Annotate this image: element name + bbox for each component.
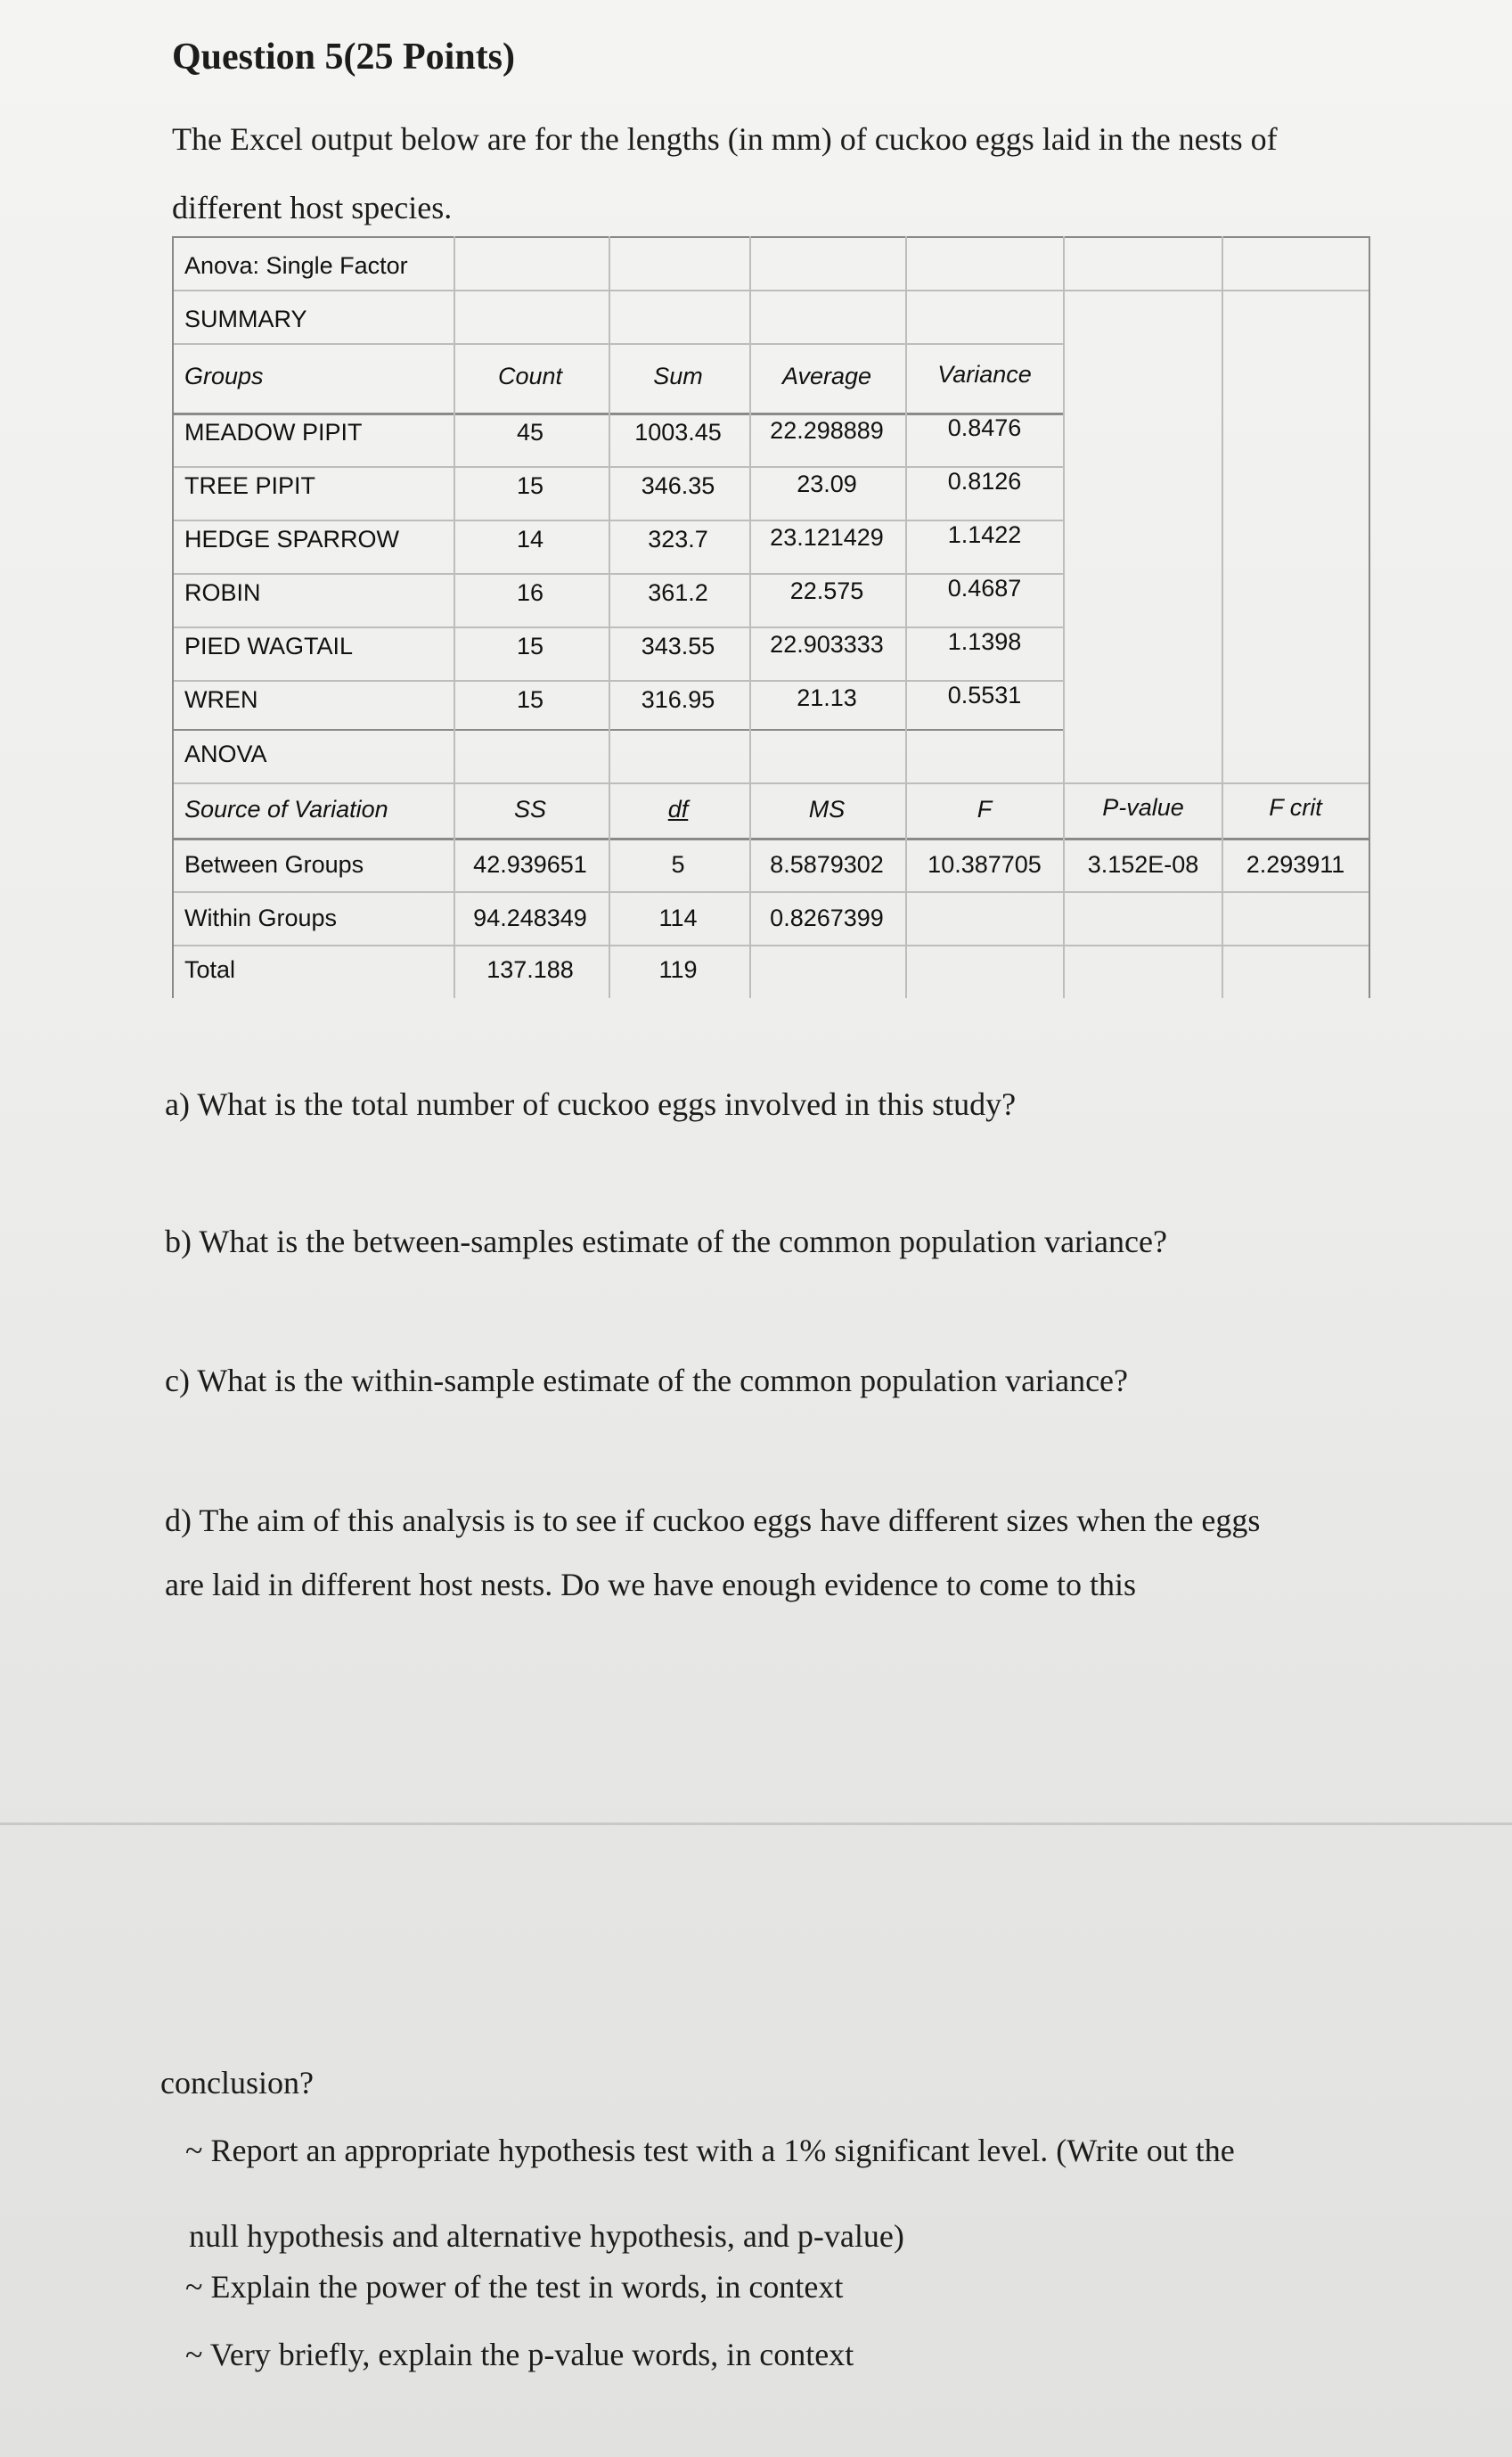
anova-header-source: Source of Variation [184,796,388,823]
question-b: b) What is the between-samples estimate of the common population variance? [165,1224,1167,1259]
bullet-hypothesis-test-cont: null hypothesis and alternative hypothesis, and p-value) [189,2218,904,2254]
group-name: MEADOW PIPIT [184,419,363,446]
anova-df: 114 [658,905,698,931]
group-count: 15 [516,633,544,659]
anova-source: Within Groups [184,905,338,931]
group-name: PIED WAGTAIL [184,633,354,659]
anova-source: Between Groups [184,851,364,878]
anova-header-pvalue: P-value [1102,794,1184,821]
group-sum: 343.55 [641,633,715,659]
group-count: 16 [516,579,544,606]
group-average: 22.298889 [770,417,884,444]
intro-line-1: The Excel output below are for the lengths (in mm) of cuckoo eggs laid in the nests of [172,121,1278,157]
anova-fcrit: 2.293911 [1246,851,1345,878]
question-d-line-1: d) The aim of this analysis is to see if cuckoo eggs have different sizes when the eggs [165,1503,1261,1538]
group-sum: 361.2 [648,579,708,606]
question-d-line-3: conclusion? [160,2065,314,2101]
summary-header-groups: Groups [184,363,264,389]
question-title: Question 5(25 Points) [172,37,516,78]
question-c: c) What is the within-sample estimate of the common population variance? [165,1363,1129,1398]
anova-header-f: F [977,796,993,823]
group-count: 45 [516,419,544,446]
group-sum: 323.7 [648,526,708,553]
group-count: 14 [516,526,544,553]
anova-label: ANOVA [184,741,267,767]
bullet-power: ~ Explain the power of the test in words, in context [185,2269,844,2305]
anova-ss: 42.939651 [473,851,587,878]
anova-df: 5 [671,851,685,878]
group-count: 15 [516,472,544,499]
summary-header-count: Count [497,363,563,389]
intro-line-2: different host species. [172,190,453,225]
anova-f: 10.387705 [928,851,1042,878]
group-variance: 0.8126 [947,468,1022,495]
question-d-line-2: are laid in different host nests. Do we have enough evidence to come to this [165,1567,1137,1602]
group-average: 21.13 [797,684,857,711]
group-name: TREE PIPIT [184,472,316,499]
group-sum: 346.35 [641,472,715,499]
anova-header-df: df [667,796,689,823]
anova-pvalue: 3.152E-08 [1087,851,1199,878]
anova-ss: 94.248349 [473,905,587,931]
group-average: 23.09 [797,471,857,497]
anova-ms: 8.5879302 [770,851,884,878]
summary-header-variance: Variance [937,361,1032,388]
group-sum: 1003.45 [634,419,722,446]
group-name: WREN [184,686,258,713]
question-a: a) What is the total number of cuckoo eggs involved in this study? [165,1086,1017,1122]
group-average: 22.575 [789,577,864,604]
group-variance: 0.5531 [947,682,1022,708]
group-name: HEDGE SPARROW [184,526,400,553]
group-average: 23.121429 [770,524,884,551]
group-variance: 0.8476 [947,414,1022,441]
group-variance: 0.4687 [947,575,1022,602]
bullet-pvalue: ~ Very briefly, explain the p-value words, in context [185,2337,854,2372]
page-break-divider [0,1822,1512,1825]
anova-ms: 0.8267399 [770,905,884,931]
anova-source: Total [184,956,236,983]
group-variance: 1.1422 [947,521,1022,548]
summary-label: SUMMARY [184,306,307,332]
summary-header-sum: Sum [653,363,703,389]
group-sum: 316.95 [641,686,715,713]
anova-header-ss: SS [513,796,547,823]
group-count: 15 [516,686,544,713]
group-variance: 1.1398 [947,628,1022,655]
group-name: ROBIN [184,579,261,606]
excel-anova-table [172,236,1370,998]
anova-header-fcrit: F crit [1269,794,1322,821]
summary-header-average: Average [781,363,872,389]
anova-ss: 137.188 [486,956,574,983]
table-heading: Anova: Single Factor [184,252,408,279]
group-average: 22.903333 [770,631,884,658]
bullet-hypothesis-test: ~ Report an appropriate hypothesis test with a 1% significant level. (Write out the [185,2133,1235,2168]
anova-df: 119 [658,956,698,983]
anova-header-ms: MS [808,796,846,823]
